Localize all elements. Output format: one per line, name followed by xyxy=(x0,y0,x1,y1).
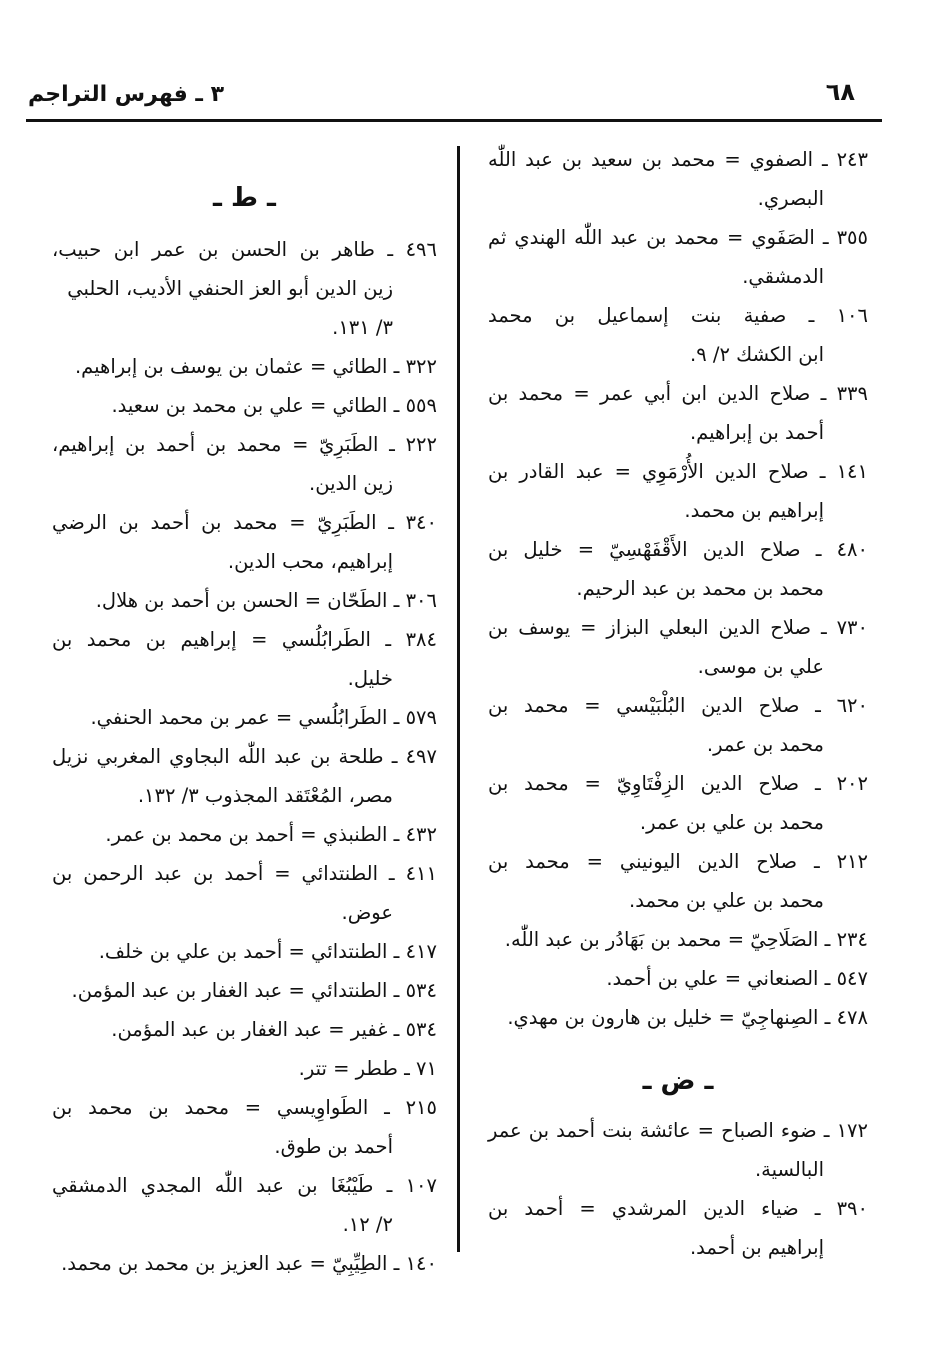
index-entry xyxy=(52,698,437,737)
entry-text: ٤١١ ـ الطنتدائي = أحمد بن عبد الرحمن بن xyxy=(52,862,437,885)
entry-text: ٥٥٩ ـ الطائي = علي بن محمد بن سعيد. xyxy=(111,394,437,417)
entry-text: ١٧٢ ـ ضوء الصباح = عائشة بنت أحمد بن عمر xyxy=(488,1119,868,1142)
left-column xyxy=(52,170,437,1283)
section-heading-ta: ـ ط ـ xyxy=(213,183,276,213)
index-entry xyxy=(52,1049,437,1088)
entry-continuation: محمد بن علي بن عمر. xyxy=(639,811,824,834)
left-column-entries xyxy=(52,230,437,1283)
entry-text: ١٤١ ـ صلاح الدين الأُرْمَوِي = عبد القادر بن xyxy=(488,460,868,483)
entry-text: ٣٣٩ ـ صلاح الدين ابن أبي عمر = محمد بن xyxy=(488,382,868,405)
entry-continuation: محمد بن عمر. xyxy=(706,733,824,756)
index-entry xyxy=(488,608,868,686)
entry-continuation: محمد بن علي بن محمد. xyxy=(629,889,824,912)
index-entry xyxy=(52,815,437,854)
section-heading-dad: ـ ض ـ xyxy=(642,1066,714,1096)
entry-text: ٥٧٩ ـ الطَرابُلُسي = عمر بن محمد الحنفي. xyxy=(90,706,437,729)
entry-text: ٣٩٠ ـ ضياء الدين المرشدي = أحمد بن xyxy=(488,1197,868,1220)
entry-continuation: زين الدين. xyxy=(309,472,393,495)
index-entry xyxy=(488,296,868,374)
index-entry xyxy=(488,452,868,530)
entry-text: ٢٠٢ ـ صلاح الدين الزِفْتَاوِيّ = محمد بن xyxy=(488,772,868,795)
entry-continuation: خليل. xyxy=(347,667,393,690)
entry-continuation: محمد بن محمد بن عبد الرحيم. xyxy=(576,577,824,600)
entry-continuation: أحمد بن طوق. xyxy=(274,1135,393,1158)
entry-continuation: إبراهيم بن أحمد. xyxy=(689,1236,824,1259)
index-entry xyxy=(52,971,437,1010)
index-entry xyxy=(52,932,437,971)
index-entry xyxy=(488,842,868,920)
index-entry xyxy=(52,620,437,698)
index-entry xyxy=(52,1010,437,1049)
entry-continuation: أحمد بن إبراهيم. xyxy=(689,421,824,444)
index-entry xyxy=(488,959,868,998)
page-number: ٦٨ xyxy=(825,78,855,106)
index-entry xyxy=(52,581,437,620)
entry-text: ٣٥٥ ـ الصَفَوي = محمد بن عبد اللّٰه الهندي ثم xyxy=(488,226,868,249)
index-entry xyxy=(488,218,868,296)
index-entry xyxy=(488,1189,868,1267)
dad-section-entries xyxy=(488,1111,868,1267)
entry-text: ٣٢٢ ـ الطائي = عثمان بن يوسف بن إبراهيم. xyxy=(74,355,437,378)
index-entry xyxy=(488,530,868,608)
index-entry xyxy=(488,140,868,218)
entry-text: ١٠٧ ـ طَيْبُغَا بن عبد اللّٰه المجدي الدمشقي xyxy=(52,1174,437,1197)
index-entry xyxy=(488,686,868,764)
entry-continuation: إبراهيم، محب الدين. xyxy=(227,550,393,573)
right-column-entries xyxy=(488,140,868,1037)
column-divider xyxy=(457,146,460,1252)
entry-text: ٤٩٧ ـ طلحة بن عبد اللّٰه البجاوي المغربي نزيل xyxy=(52,745,437,768)
entry-text: ٦٢٠ ـ صلاح الدين البُلْبَيْسي = محمد بن xyxy=(488,694,868,717)
entry-continuation: البصري. xyxy=(757,187,824,210)
running-title: ٣ ـ فهرس التراجم xyxy=(28,82,225,107)
entry-text: ١٤٠ ـ الطِيِّبِيّ = عبد العزيز بن محمد بن محمد. xyxy=(61,1252,437,1275)
entry-text: ٧٣٠ ـ صلاح الدين البعلي البزاز = يوسف بن xyxy=(488,616,868,639)
index-entry xyxy=(52,737,437,815)
entry-continuation: البالسية. xyxy=(754,1158,824,1181)
index-entry xyxy=(52,1088,437,1166)
index-entry xyxy=(488,920,868,959)
entry-text: ٣٨٤ ـ الطَرابُلُسي = إبراهيم بن محمد بن xyxy=(52,628,437,651)
entry-text: ٧١ ـ ططر = تتر. xyxy=(298,1057,437,1080)
index-entry xyxy=(52,386,437,425)
index-entry xyxy=(52,347,437,386)
entry-text: ٥٣٤ ـ غفير = عبد الغفار بن عبد المؤمن. xyxy=(111,1018,437,1041)
right-column xyxy=(488,140,868,1267)
entry-text: ٢٢٢ ـ الطَبَرِيّ = محمد بن أحمد بن إبراهيم، xyxy=(52,433,437,456)
entry-text: ٥٤٧ ـ الصنعاني = علي بن أحمد. xyxy=(606,967,868,990)
index-entry xyxy=(52,854,437,932)
index-entry xyxy=(488,998,868,1037)
entry-continuation: إبراهيم بن محمد. xyxy=(684,499,824,522)
index-entry xyxy=(488,374,868,452)
entry-continuation: الدمشقي. xyxy=(742,265,824,288)
index-entry xyxy=(488,764,868,842)
entry-text: ٤٩٦ ـ طاهر بن الحسن بن عمر ابن حبيب، xyxy=(52,238,437,261)
entry-continuation: عوض. xyxy=(341,901,393,924)
entry-text: ٢١٢ ـ صلاح الدين اليونيني = محمد بن xyxy=(488,850,868,873)
entry-text: ٤١٧ ـ الطنتدائي = أحمد بن علي بن خلف. xyxy=(98,940,437,963)
page-header xyxy=(0,0,940,130)
entry-text: ٥٣٤ ـ الطنتدائي = عبد الغفار بن عبد المؤمن. xyxy=(71,979,437,1002)
index-entry xyxy=(52,1244,437,1283)
entry-text: ٤٨٠ ـ صلاح الدين الأَقْفَهْسِيّ = خليل بن xyxy=(488,538,868,561)
index-entry xyxy=(52,230,437,347)
entry-continuation: مصر، المُعْتَقد المجذوب ٣/ ١٣٢. xyxy=(137,784,393,807)
entry-continuation: علي بن موسى. xyxy=(697,655,824,678)
index-entry xyxy=(52,503,437,581)
index-entry xyxy=(488,1111,868,1189)
entry-text: ٣٠٦ ـ الطَحّان = الحسن بن أحمد بن هلال. xyxy=(95,589,437,612)
entry-text: ٢٤٣ ـ الصفوي = محمد بن سعيد بن عبد اللّٰه xyxy=(488,148,868,171)
entry-text: ٢١٥ ـ الطَواوِيسي = محمد بن محمد بن xyxy=(52,1096,437,1119)
entry-text: ٢٣٤ ـ الصَلَاحِيّ = محمد بن بَهَادُر بن عبد اللّٰه. xyxy=(504,928,868,951)
entry-text: ٣٤٠ ـ الطَبَرِيّ = محمد بن أحمد بن الرضي xyxy=(52,511,437,534)
entry-continuation: زين الدين أبو العز الحنفي الأديب، الحلبي ٣/ ١٣١. xyxy=(67,277,393,339)
entry-continuation: ابن الكشك ٢/ ٩. xyxy=(690,343,824,366)
header-rule xyxy=(26,119,882,122)
index-entry xyxy=(52,1166,437,1244)
entry-continuation: ٢/ ١٢. xyxy=(342,1213,393,1236)
entry-text: ٤٣٢ ـ الطنبذي = أحمد بن محمد بن عمر. xyxy=(105,823,437,846)
entry-text: ٤٧٨ ـ الصِنهاجِيّ = خليل بن هارون بن مهدي. xyxy=(507,1006,868,1029)
index-entry xyxy=(52,425,437,503)
entry-text: ١٠٦ ـ صفية بنت إسماعيل بن محمد xyxy=(488,304,868,327)
